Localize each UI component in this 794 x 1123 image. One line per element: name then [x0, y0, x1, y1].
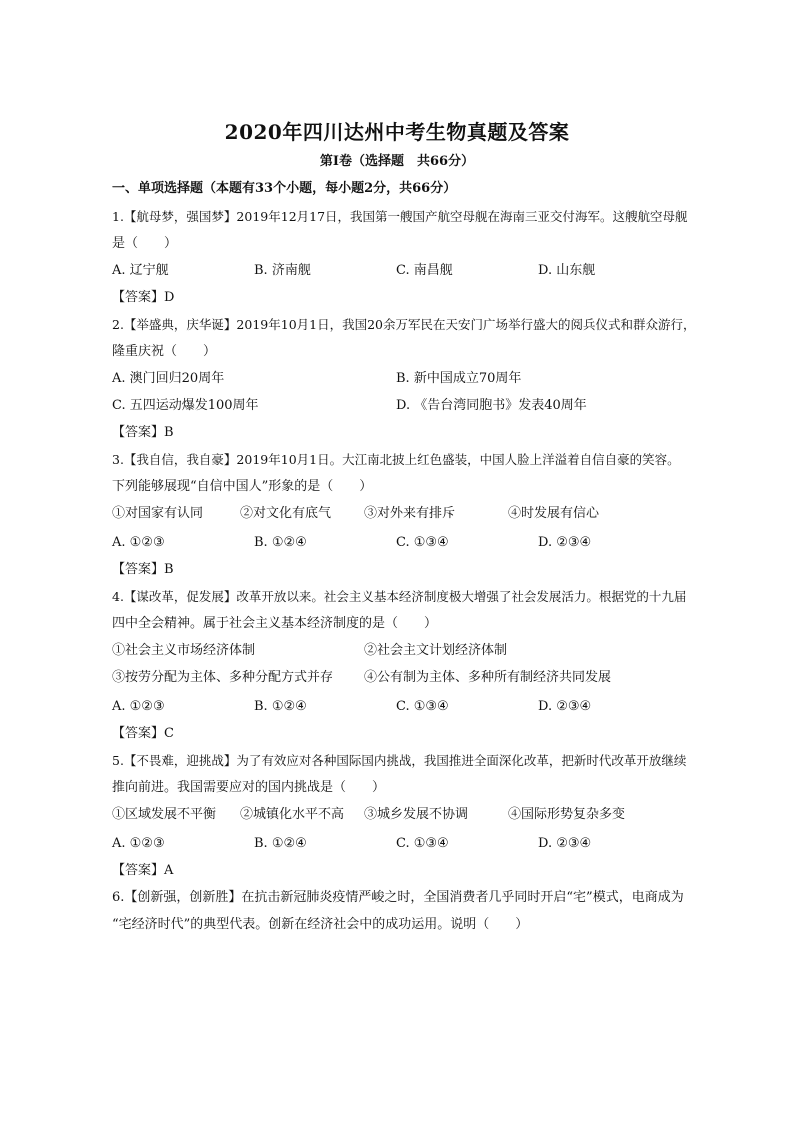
- question-5-line-1: 5.【不畏难，迎挑战】为了有效应对各种国际国内挑战，我国推进全面深化改革，把新时代改革开放继续: [112, 753, 687, 768]
- q1-option-d: D. 山东舰: [538, 263, 596, 278]
- question-4-line-1: 4.【谋改革，促发展】改革开放以来。社会主义基本经济制度极大增强了社会发展活力。根据党的十九届: [112, 589, 687, 604]
- q1-option-a: A. 辽宁舰: [112, 263, 169, 278]
- q3-option-a: A. ①②③: [112, 535, 165, 550]
- q5-answer: 【答案】A: [112, 863, 174, 878]
- q5-item-3: ③城乡发展不协调: [364, 807, 469, 822]
- q4-item-2: ②社会主文计划经济体制: [364, 643, 508, 658]
- q3-option-d: D. ②③④: [538, 535, 592, 550]
- question-3-line-1: 3.【我自信，我自豪】2019年10月1日。大江南北披上红色盛装，中国人脸上洋溢着自信自豪的笑容。: [112, 452, 680, 467]
- q1-option-c: C. 南昌舰: [396, 263, 453, 278]
- q4-answer: 【答案】C: [112, 726, 174, 741]
- q5-option-c: C. ①③④: [396, 836, 449, 851]
- q3-item-2: ②对文化有底气: [240, 506, 332, 521]
- document-title: 2020年四川达州中考生物真题及答案: [224, 120, 570, 144]
- q5-item-2: ②城镇化水平不高: [240, 807, 345, 822]
- q5-option-d: D. ②③④: [538, 836, 592, 851]
- q1-answer: 【答案】D: [112, 290, 175, 305]
- q2-option-c: C. 五四运动爆发100周年: [112, 398, 259, 413]
- question-1-line-1: 1.【航母梦，强国梦】2019年12月17日，我国第一艘国产航空母舰在海南三亚交付海军。这艘航空母舰: [112, 209, 688, 224]
- question-2-line-2: 隆重庆祝（ ）: [112, 344, 217, 359]
- question-4-line-2: 四中全会精神。属于社会主义基本经济制度的是（ ）: [112, 616, 438, 631]
- q3-option-b: B. ①②④: [254, 535, 307, 550]
- q4-item-1: ①社会主义市场经济体制: [112, 643, 256, 658]
- q4-item-3: ③按劳分配为主体、多种分配方式并存: [112, 670, 334, 685]
- q5-item-1: ①区域发展不平衡: [112, 807, 217, 822]
- q3-answer: 【答案】B: [112, 562, 174, 577]
- q4-option-c: C. ①③④: [396, 699, 449, 714]
- q5-item-4: ④国际形势复杂多变: [508, 807, 626, 822]
- question-6-line-1: 6.【创新强，创新胜】在抗击新冠肺炎疫情严峻之时，全国消费者几乎同时开启“宅”模式，电商成为: [112, 890, 684, 905]
- q4-option-b: B. ①②④: [254, 699, 307, 714]
- q2-option-b: B. 新中国成立70周年: [396, 371, 522, 386]
- q5-option-b: B. ①②④: [254, 836, 307, 851]
- q3-item-1: ①对国家有认同: [112, 506, 204, 521]
- q2-answer: 【答案】B: [112, 425, 174, 440]
- q3-item-3: ③对外来有排斥: [364, 506, 456, 521]
- question-3-line-2: 下列能够展现“自信中国人”形象的是（ ）: [112, 479, 373, 494]
- question-6-line-2: “宅经济时代”的典型代表。创新在经济社会中的成功运用。说明（ ）: [112, 917, 529, 932]
- q3-item-4: ④时发展有信心: [508, 506, 600, 521]
- q4-option-d: D. ②③④: [538, 699, 592, 714]
- question-5-line-2: 推向前进。我国需要应对的国内挑战是（ ）: [112, 780, 386, 795]
- q2-option-a: A. 澳门回归20周年: [112, 371, 225, 386]
- q4-option-a: A. ①②③: [112, 699, 165, 714]
- q5-option-a: A. ①②③: [112, 836, 165, 851]
- question-1-line-2: 是（ ）: [112, 236, 178, 251]
- section-heading: 一、单项选择题（本题有33个小题，每小题2分，共66分）: [112, 181, 457, 196]
- q2-option-d: D. 《告台湾同胞书》发表40周年: [396, 398, 587, 413]
- question-2-line-1: 2.【举盛典，庆华诞】2019年10月1日，我国20余万军民在天安门广场举行盛大的阅兵仪式和群众游行，: [112, 317, 696, 332]
- q1-option-b: B. 济南舰: [254, 263, 311, 278]
- q3-option-c: C. ①③④: [396, 535, 449, 550]
- q4-item-4: ④公有制为主体、多种所有制经济共同发展: [364, 670, 612, 685]
- section-subtitle: 第Ⅰ卷（选择题 共66分）: [319, 154, 475, 169]
